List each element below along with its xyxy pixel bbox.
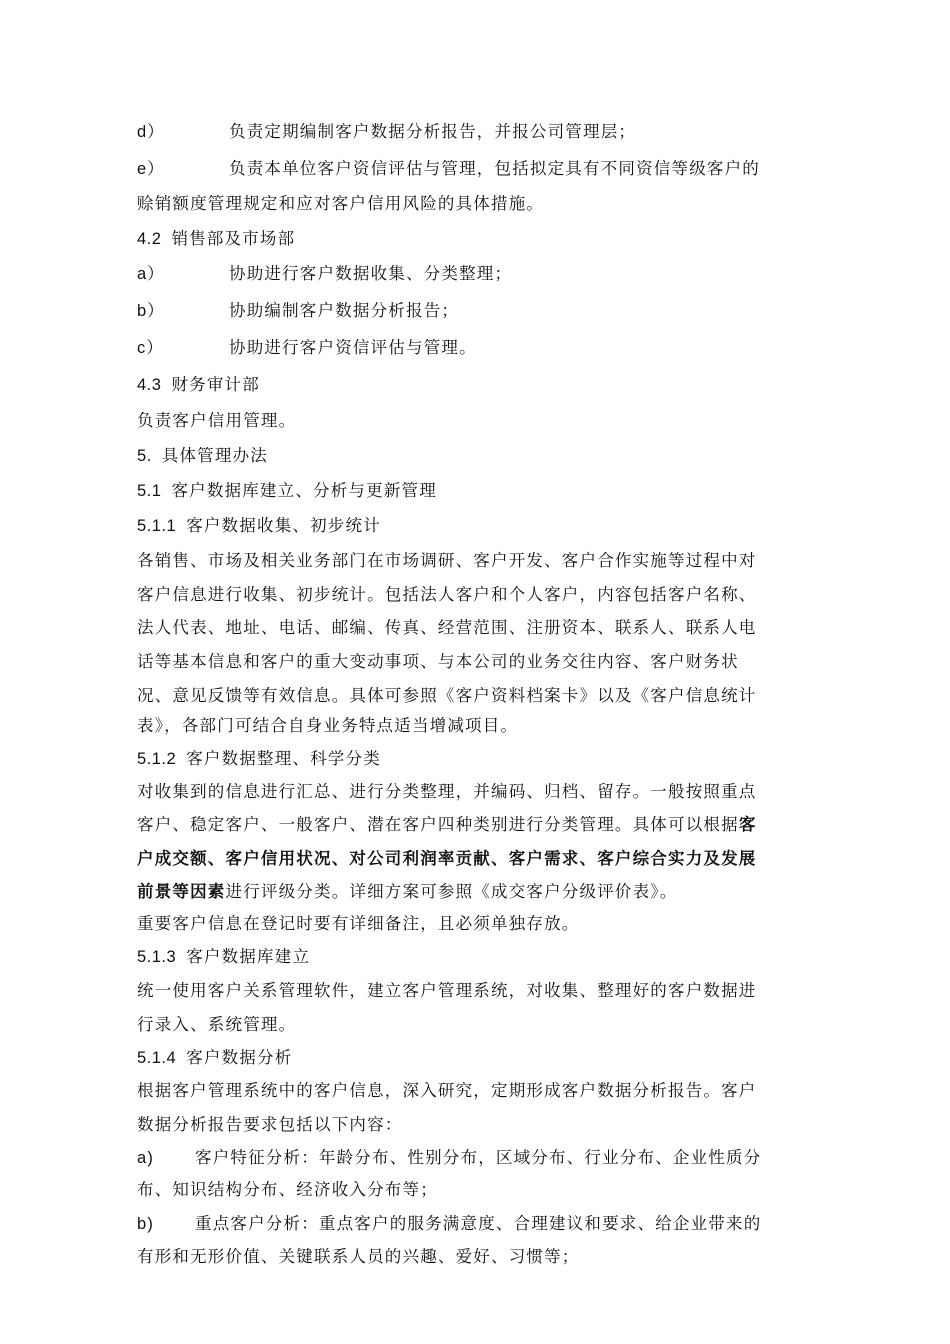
section-heading-5-1-4 [137, 1044, 292, 1068]
paragraph-line: 各销售、市场及相关业务部门在市场调研、客户开发、客户合作实施等过程中对 [137, 551, 757, 570]
paragraph-line: 表》，各部门可结合自身业务特点适当增减项目。 [137, 716, 519, 735]
list-text: 重点客户分析：重点客户的服务满意度、合理建议和要求、给企业带来的 [195, 1214, 762, 1233]
section-number: 5.1.1 [137, 517, 177, 535]
list-label: e） [137, 160, 165, 178]
section-number: 5.1.4 [137, 1049, 177, 1067]
section-number: 5.1.2 [137, 750, 177, 768]
section-title: 财务审计部 [171, 375, 260, 394]
list-label: b) [137, 1215, 155, 1233]
paragraph-line: 客户信息进行收集、初步统计。包括法人客户和个人客户，内容包括客户名称、 [137, 585, 757, 604]
bold-text: 客 [738, 815, 757, 834]
section-title: 客户数据整理、科学分类 [186, 749, 381, 768]
section-title: 客户数据收集、初步统计 [186, 516, 381, 535]
section-title: 客户数据库建立、分析与更新管理 [171, 481, 437, 500]
section-title: 客户数据分析 [186, 1048, 293, 1067]
list-text: 负责本单位客户资信评估与管理，包括拟定具有不同资信等级客户的 [229, 159, 760, 178]
list-item-e [137, 155, 760, 179]
paragraph-line: 况、意见反馈等有效信息。具体可参照《客户资料档案卡》以及《客户信息统计 [137, 686, 757, 705]
section-heading-5-1-1 [137, 512, 381, 536]
paragraph-line: 有形和无形价值、关键联系人员的兴趣、爱好、习惯等； [137, 1247, 580, 1266]
list-text: 客户特征分析：年龄分布、性别分布，区域分布、行业分布、企业性质分 [195, 1148, 762, 1167]
paragraph-line [137, 878, 677, 902]
list-item-d [137, 118, 636, 142]
paragraph-line: 布、知识结构分布、经济收入分布等； [137, 1180, 438, 1199]
section-heading-5 [137, 442, 268, 466]
paragraph-line [137, 811, 757, 835]
plain-text: 进行评级分类。详细方案可参照《成交客户分级评价表》。 [225, 882, 678, 901]
paragraph-line: 根据客户管理系统中的客户信息，深入研究，定期形成客户数据分析报告。客户 [137, 1081, 757, 1100]
section-title: 客户数据库建立 [186, 947, 311, 966]
section-number: 4.3 [137, 376, 162, 394]
list-item-a [137, 260, 512, 284]
bold-text: 前景等因素 [137, 882, 226, 901]
paragraph-line: 话等基本信息和客户的重大变动事项、与本公司的业务交往内容、客户财务状 [137, 652, 739, 671]
paragraph-line: 重要客户信息在登记时要有详细备注，且必须单独存放。 [137, 914, 580, 933]
list-item-e-continued: 赊销额度管理规定和应对客户信用风险的具体措施。 [137, 194, 545, 213]
list-text: 协助进行客户数据收集、分类整理； [229, 264, 513, 283]
bold-paragraph-line: 户成交额、客户信用状况、对公司利润率贡献、客户需求、客户综合实力及发展 [137, 849, 757, 868]
list-label: b） [137, 302, 165, 320]
section-heading-5-1-2 [137, 745, 381, 769]
paragraph-line: 数据分析报告要求包括以下内容： [137, 1115, 403, 1134]
list-label: a) [137, 1149, 155, 1167]
section-title: 具体管理办法 [161, 446, 268, 465]
section-heading-5-1-3 [137, 943, 310, 967]
paragraph-line: 统一使用客户关系管理软件，建立客户管理系统，对收集、整理好的客户数据进 [137, 981, 757, 1000]
list-label: d） [137, 123, 165, 141]
list-text: 协助编制客户数据分析报告； [229, 301, 460, 320]
paragraph-line: 行录入、系统管理。 [137, 1015, 297, 1034]
section-number: 5.1 [137, 482, 162, 500]
section-title: 销售部及市场部 [171, 229, 296, 248]
analysis-item-b [137, 1210, 761, 1234]
section-number: 4.2 [137, 230, 162, 248]
list-item-b [137, 297, 459, 321]
section-number: 5.1.3 [137, 948, 177, 966]
list-text: 负责定期编制客户数据分析报告，并报公司管理层； [229, 122, 637, 141]
section-heading-4-3 [137, 371, 260, 395]
analysis-item-a [137, 1144, 761, 1168]
section-heading-4-2 [137, 225, 295, 249]
paragraph-line: 法人代表、地址、电话、邮编、传真、经营范围、注册资本、联系人、联系人电 [137, 618, 757, 637]
list-text: 协助进行客户资信评估与管理。 [229, 338, 477, 357]
section-number: 5. [137, 447, 152, 465]
list-label: a） [137, 265, 165, 283]
section-heading-5-1 [137, 477, 437, 501]
paragraph-line: 对收集到的信息进行汇总、进行分类整理，并编码、归档、留存。一般按照重点 [137, 782, 757, 801]
plain-text: 客户、稳定客户、一般客户、潜在客户四种类别进行分类管理。具体可以根据 [137, 815, 739, 834]
paragraph-4-3: 负责客户信用管理。 [137, 411, 297, 430]
list-item-c [137, 334, 477, 358]
list-label: c） [137, 339, 164, 357]
